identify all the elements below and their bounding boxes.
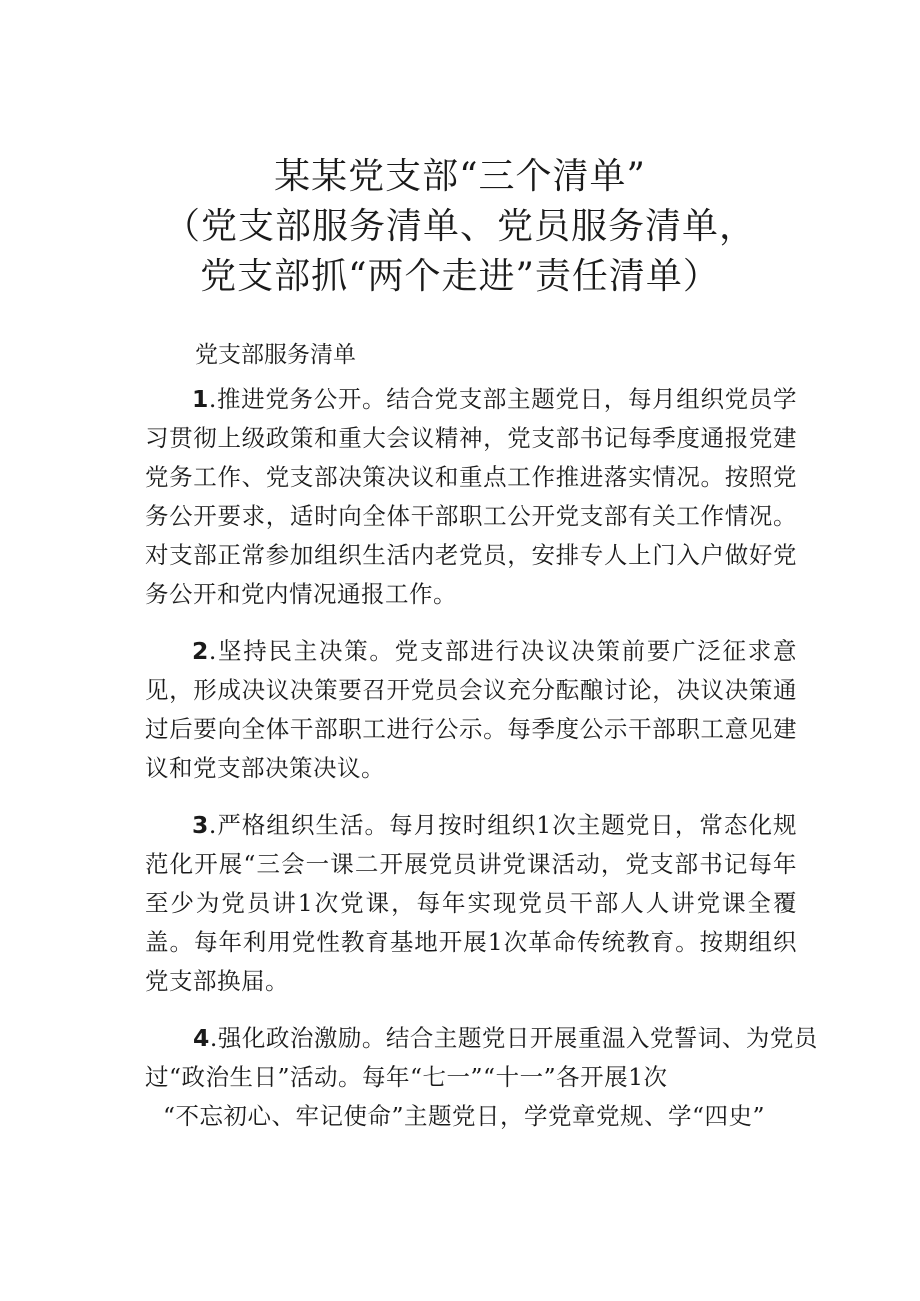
document-title: [0, 152, 920, 302]
title-line-2: （党支部服务清单、党员服务清单，: [163, 206, 756, 247]
item-text: .强化政治激励。结合主题党日开展重温入党誓词、为党员: [209, 1024, 818, 1052]
item-text: .坚持民主决策。党支部进行决议决策前要广泛征求意见，形成决议决策要召开党员会议充分酝酿讨论，决议决策通过后要向全体干部职工进行公示。每季度公示干部职工意见建议和党支部决策决议。: [145, 637, 797, 782]
item-4-line-2: 过“政治生日”活动。每年“七一”“十一”各开展1次: [145, 1063, 668, 1091]
document-body: [145, 380, 818, 1154]
title-line-3: 党支部抓“两个走进”责任清单）: [200, 256, 720, 297]
list-item-2: [145, 632, 797, 788]
list-item-3: [145, 806, 797, 1001]
title-line-1: 某某党支部“三个清单”: [274, 156, 646, 197]
item-number: 3: [192, 811, 209, 839]
list-item-4: [145, 1019, 818, 1136]
item-number: 1: [192, 385, 209, 413]
item-number: 4: [193, 1024, 210, 1052]
list-item-1: [145, 380, 797, 614]
section-heading: 党支部服务清单: [195, 342, 356, 368]
item-text: .严格组织生活。每月按时组织1次主题党日，常态化规范化开展“三会一课二开展党员讲党课活动，党支部书记每年至少为党员讲1次党课，每年实现党员干部人人讲党课全覆盖。每年利用党性教育基地开展1次革命传统教育。按期组织党支部换届。: [145, 811, 797, 995]
item-4-line-3: “不忘初心、牢记使命”主题党日，学党章党规、学“四史”: [163, 1102, 766, 1130]
item-number: 2: [192, 637, 209, 665]
item-text: .推进党务公开。结合党支部主题党日，每月组织党员学习贯彻上级政策和重大会议精神，党支部书记每季度通报党建党务工作、党支部决策决议和重点工作推进落实情况。按照党务公开要求，适时向全体干部职工公开党支部有关工作情况。对支部正常参加组织生活内老党员，安排专人上门入户做好党务公开和党内情况通报工作。: [145, 385, 797, 608]
item-4-line-1: [145, 1019, 818, 1058]
